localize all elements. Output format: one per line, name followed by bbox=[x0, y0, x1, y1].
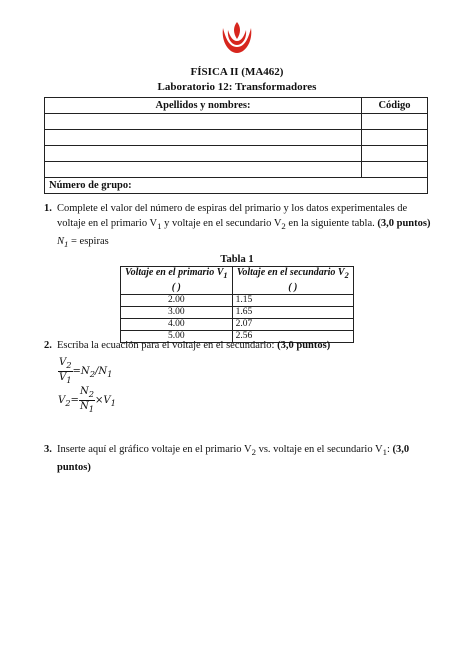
primary-voltage-header bbox=[121, 267, 233, 295]
question-number: 1. bbox=[44, 203, 52, 214]
upc-logo-icon bbox=[217, 20, 257, 56]
header-text: Voltaje en el primario V bbox=[125, 267, 224, 278]
voltage-header-row bbox=[121, 267, 354, 295]
subscript: 1 bbox=[223, 271, 228, 280]
code-cell[interactable] bbox=[362, 162, 428, 178]
code-cell[interactable] bbox=[362, 114, 428, 130]
voltage-ratio-fraction bbox=[58, 357, 73, 386]
n1-symbol: N bbox=[57, 236, 65, 247]
points-label: (3,0 puntos) bbox=[377, 218, 431, 229]
page-subtitle: Laboratorio 12: Transformadores bbox=[157, 81, 317, 93]
question-number: 3. bbox=[44, 444, 52, 455]
secondary-voltage-cell: 2.56 bbox=[232, 331, 353, 343]
unit-text: ( ) bbox=[288, 282, 298, 293]
points-label: (3,0 puntos) bbox=[57, 444, 410, 474]
subscript: 2 bbox=[344, 271, 349, 280]
info-header-row bbox=[45, 98, 428, 114]
code-cell[interactable] bbox=[362, 146, 428, 162]
secondary-voltage-cell: 2.07 bbox=[232, 319, 353, 331]
group-number-field[interactable]: Número de grupo: bbox=[45, 178, 428, 194]
equation-secondary-voltage bbox=[58, 386, 116, 415]
eq-symbol: N bbox=[79, 386, 89, 397]
subscript: 2 bbox=[65, 398, 71, 408]
unit-text: ( ) bbox=[171, 282, 181, 293]
eq-symbol: ×V bbox=[95, 395, 111, 406]
primary-voltage-cell: 3.00 bbox=[121, 307, 233, 319]
question-2 bbox=[44, 338, 435, 353]
subscript: 2 bbox=[281, 221, 286, 232]
n1-text: = espiras bbox=[68, 236, 109, 247]
turns-ratio-fraction bbox=[79, 386, 95, 415]
question-text: en la siguiente tabla. bbox=[285, 218, 378, 229]
question-3 bbox=[44, 442, 435, 475]
name-cell[interactable] bbox=[45, 130, 362, 146]
secondary-voltage-header bbox=[232, 267, 353, 295]
equation-ratio bbox=[58, 357, 112, 386]
question-text: Complete el valor del número de espiras del primario y los datos experimentales de voltaje en el primario V bbox=[57, 203, 408, 229]
primary-voltage-cell: 2.00 bbox=[121, 295, 233, 307]
secondary-voltage-cell: 1.65 bbox=[232, 307, 353, 319]
question-number: 2. bbox=[44, 340, 52, 351]
table-row bbox=[45, 162, 428, 178]
code-header: Código bbox=[362, 98, 428, 114]
subscript: 2 bbox=[251, 447, 256, 458]
voltage-table bbox=[120, 266, 354, 343]
subscript: 1 bbox=[107, 369, 113, 379]
question-text: y voltaje en el secundario V bbox=[161, 218, 282, 229]
table-row bbox=[121, 307, 354, 319]
group-row bbox=[45, 178, 428, 194]
header-text: Voltaje en el secundario V bbox=[236, 267, 345, 278]
subscript: 1 bbox=[66, 375, 72, 385]
eq-symbol: = bbox=[70, 395, 79, 406]
subscript: 1 bbox=[110, 398, 116, 408]
table-row bbox=[45, 146, 428, 162]
page-title: FÍSICA II (MA462) bbox=[190, 66, 284, 78]
primary-voltage-cell: 5.00 bbox=[121, 331, 233, 343]
table-row bbox=[121, 319, 354, 331]
eq-symbol: N bbox=[79, 401, 89, 412]
eq-symbol: V bbox=[59, 372, 67, 383]
subscript: 1 bbox=[157, 221, 162, 232]
name-cell[interactable] bbox=[45, 114, 362, 130]
subscript: 1 bbox=[88, 404, 94, 414]
table-row bbox=[45, 130, 428, 146]
names-header: Apellidos y nombres: bbox=[45, 98, 362, 114]
eq-symbol: /N bbox=[95, 366, 108, 377]
table-row bbox=[45, 114, 428, 130]
question-text: : bbox=[386, 444, 393, 455]
eq-symbol: V bbox=[59, 357, 67, 368]
eq-symbol: =N bbox=[72, 366, 90, 377]
question-1 bbox=[44, 201, 435, 234]
subscript: 1 bbox=[64, 239, 69, 250]
n1-field[interactable] bbox=[57, 236, 109, 249]
question-text: Escriba la ecuación para el voltaje en el secundario: bbox=[57, 340, 278, 351]
primary-voltage-cell: 4.00 bbox=[121, 319, 233, 331]
subscript: 2 bbox=[88, 389, 94, 399]
secondary-voltage-cell: 1.15 bbox=[232, 295, 353, 307]
points-label: (3,0 puntos) bbox=[277, 340, 331, 351]
question-text: Inserte aquí el gráfico voltaje en el primario V bbox=[57, 444, 252, 455]
table-row bbox=[121, 295, 354, 307]
code-cell[interactable] bbox=[362, 130, 428, 146]
subscript: 1 bbox=[382, 447, 387, 458]
student-info-table bbox=[44, 97, 428, 194]
name-cell[interactable] bbox=[45, 162, 362, 178]
name-cell[interactable] bbox=[45, 146, 362, 162]
table-title: Tabla 1 bbox=[220, 254, 254, 265]
eq-symbol: V bbox=[58, 395, 66, 406]
subscript: 2 bbox=[66, 360, 72, 370]
question-text: vs. voltaje en el secundario V bbox=[255, 444, 383, 455]
subscript: 2 bbox=[89, 369, 95, 379]
